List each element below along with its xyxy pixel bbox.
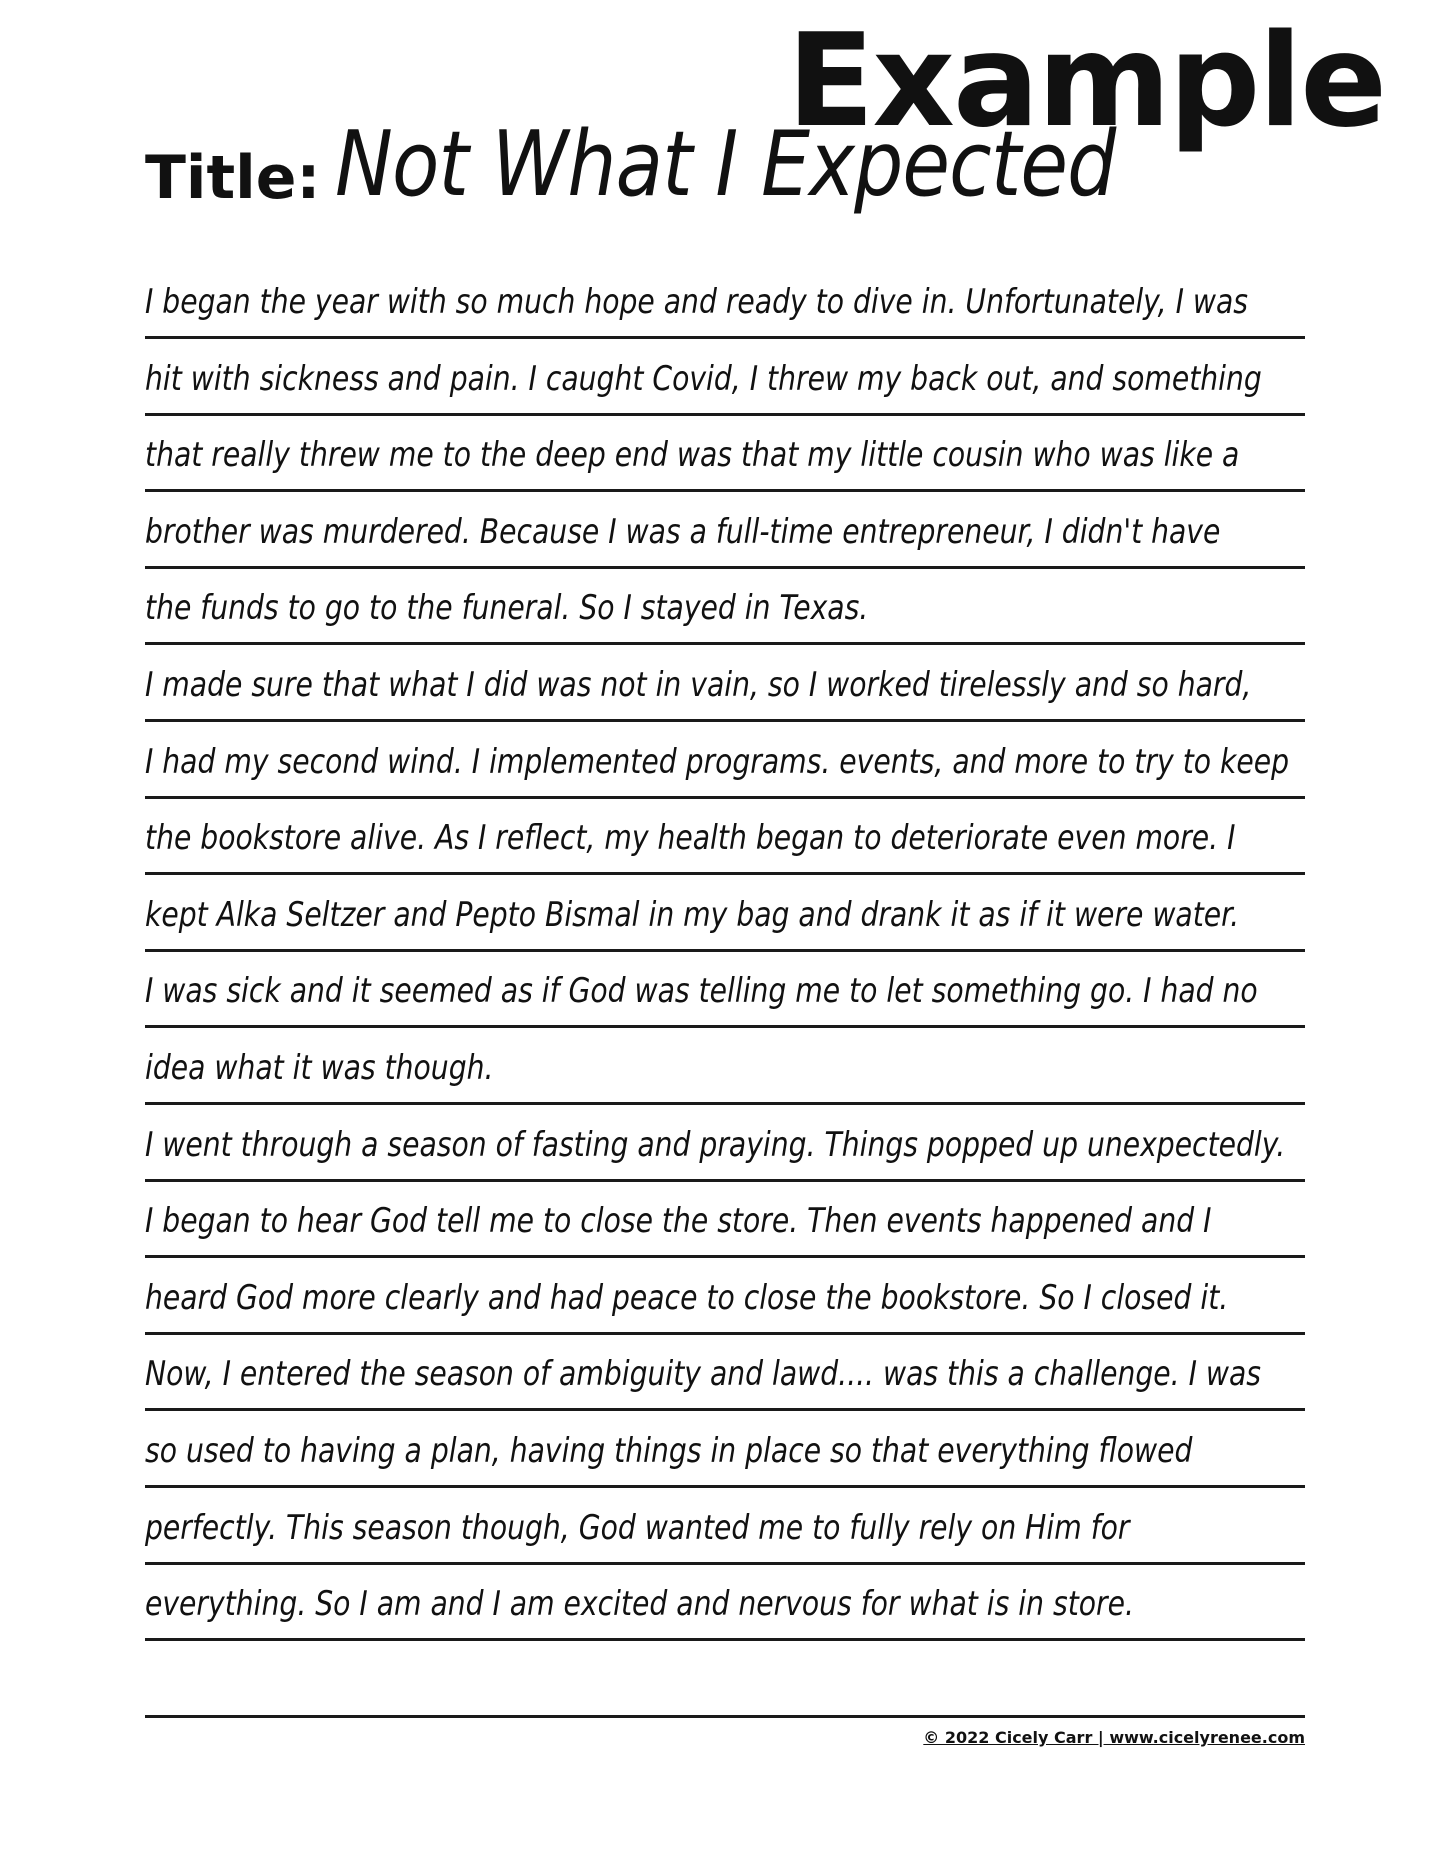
ruled-line <box>145 1570 1305 1647</box>
ruled-line <box>145 651 1305 728</box>
handwritten-line-text: so used to having a plan, having things in place so that everything flowed <box>145 1430 1193 1471</box>
ruled-line <box>145 498 1305 575</box>
ruled-line <box>145 1034 1305 1111</box>
ruled-line <box>145 1111 1305 1188</box>
title-text: Not What I Expected <box>335 112 1116 217</box>
ruled-line <box>145 804 1305 881</box>
rule-line <box>145 489 1305 492</box>
ruled-line <box>145 574 1305 651</box>
ruled-line <box>145 421 1305 498</box>
example-stamp: Example <box>786 7 1385 156</box>
handwritten-line-text: hit with sickness and pain. I caught Covid, I threw my back out, and something <box>145 358 1262 399</box>
handwritten-line-text: I had my second wind. I implemented programs. events, and more to try to keep <box>145 741 1289 782</box>
handwritten-line-text: I went through a season of fasting and praying. Things popped up unexpectedly. <box>145 1124 1286 1165</box>
ruled-line <box>145 1494 1305 1571</box>
rule-line <box>145 1408 1305 1411</box>
rule-line <box>145 1485 1305 1488</box>
ruled-line <box>145 957 1305 1034</box>
handwritten-line-text: Now, I entered the season of ambiguity and lawd.... was this a challenge. I was <box>145 1354 1261 1395</box>
handwritten-line-text: everything. So I am and I am excited and nervous for what is in store. <box>145 1584 1134 1625</box>
ruled-line <box>145 728 1305 805</box>
rule-line <box>145 949 1305 952</box>
copyright-footer: © 2022 Cicely Carr | www.cicelyrenee.com <box>923 1728 1305 1747</box>
ruled-line <box>145 268 1305 345</box>
ruled-line <box>145 1417 1305 1494</box>
writing-lines <box>145 268 1305 1723</box>
ruled-line <box>145 881 1305 958</box>
handwritten-line-text: perfectly. This season though, God wanted me to fully rely on Him for <box>145 1507 1130 1548</box>
rule-line <box>145 796 1305 799</box>
rule-line <box>145 1638 1305 1641</box>
handwritten-line-text: I began to hear God tell me to close the store. Then events happened and I <box>145 1201 1212 1242</box>
rule-line <box>145 1332 1305 1335</box>
ruled-line <box>145 345 1305 422</box>
handwritten-line-text: kept Alka Seltzer and Pepto Bismal in my bag and drank it as if it were water. <box>145 894 1240 935</box>
rule-line <box>145 413 1305 416</box>
rule-line <box>145 1562 1305 1565</box>
rule-line <box>145 566 1305 569</box>
rule-line <box>145 1179 1305 1182</box>
rule-line <box>145 872 1305 875</box>
ruled-line <box>145 1340 1305 1417</box>
title-label: Title: <box>145 143 321 213</box>
handwritten-line-text: brother was murdered. Because I was a full-time entrepreneur, I didn't have <box>145 511 1221 552</box>
ruled-line <box>145 1187 1305 1264</box>
handwritten-line-text: heard God more clearly and had peace to close the bookstore. So I closed it. <box>145 1277 1229 1318</box>
rule-line <box>145 719 1305 722</box>
handwritten-line-text: idea what it was though. <box>145 1047 494 1088</box>
rule-line <box>145 1102 1305 1105</box>
handwritten-line-text: that really threw me to the deep end was that my little cousin who was like a <box>145 435 1240 476</box>
rule-line <box>145 1025 1305 1028</box>
ruled-line <box>145 1647 1305 1724</box>
handwritten-line-text: the funds to go to the funeral. So I stayed in Texas. <box>145 588 869 629</box>
rule-line <box>145 1715 1305 1718</box>
rule-line <box>145 336 1305 339</box>
handwritten-line-text: I was sick and it seemed as if God was telling me to let something go. I had no <box>145 971 1258 1012</box>
ruled-line <box>145 1264 1305 1341</box>
rule-line <box>145 1255 1305 1258</box>
rule-line <box>145 642 1305 645</box>
handwritten-line-text: I began the year with so much hope and ready to dive in. Unfortunately, I was <box>145 282 1248 322</box>
handwritten-line-text: I made sure that what I did was not in vain, so I worked tirelessly and so hard, <box>145 664 1252 705</box>
handwritten-line-text: the bookstore alive. As I reflect, my health began to deteriorate even more. I <box>145 818 1236 859</box>
